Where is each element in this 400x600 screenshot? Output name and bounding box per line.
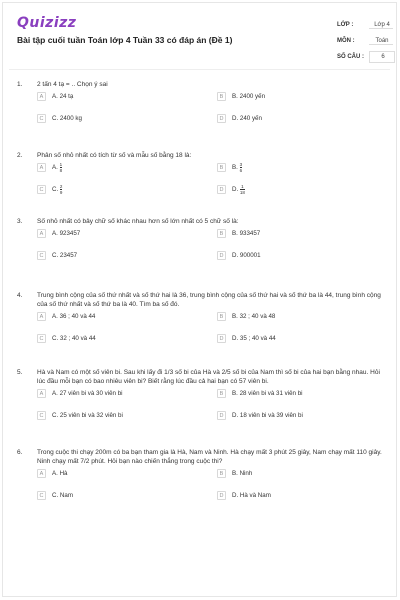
- answer-option-b[interactable]: [217, 228, 387, 239]
- option-letter-badge: A: [37, 229, 46, 238]
- answer-option-d[interactable]: [217, 333, 387, 344]
- option-letter-badge: A: [37, 163, 46, 172]
- option-prefix: B.: [232, 93, 240, 100]
- answer-option-b[interactable]: [217, 91, 387, 102]
- worksheet-page: [2, 2, 397, 597]
- answer-option-a[interactable]: [37, 162, 207, 173]
- option-prefix: C.: [52, 252, 60, 259]
- fraction-denominator: 6: [239, 168, 243, 173]
- option-letter-badge: C: [37, 411, 46, 420]
- option-letter-badge: C: [37, 185, 46, 194]
- question-text: Trong cuộc thi chạy 200m có ba bạn tham gia là Hà, Nam và Ninh. Hà chạy mất 3 phút 25 giây, Nam chạy mất 110 giây. Ninh chạy mất 7/2 phút. Hỏi bạn nào chiến thắng trong cuộc thi?: [37, 449, 382, 465]
- option-letter-badge: B: [217, 229, 226, 238]
- option-prefix: C.: [52, 335, 60, 342]
- answer-option-a[interactable]: [37, 91, 207, 102]
- meta-label: LỚP :: [337, 22, 354, 28]
- option-letter-badge: A: [37, 312, 46, 321]
- option-prefix: D.: [232, 252, 240, 259]
- fraction-denominator: 8: [59, 168, 63, 173]
- fraction-numerator: 2: [59, 184, 63, 189]
- question-number: 4.: [17, 292, 23, 299]
- option-letter-badge: C: [37, 334, 46, 343]
- option-prefix: B.: [232, 230, 240, 237]
- option-text: 933457: [239, 230, 261, 237]
- option-prefix: A.: [52, 390, 60, 397]
- option-text: 28 viên bi và 31 viên bi: [239, 390, 303, 397]
- option-prefix: A.: [52, 230, 60, 237]
- option-text: Hà: [59, 470, 68, 477]
- option-prefix: B.: [232, 313, 240, 320]
- question-4: [17, 291, 387, 342]
- question-header: [17, 217, 387, 226]
- option-prefix: B.: [232, 164, 240, 171]
- option-letter-badge: C: [37, 491, 46, 500]
- option-text: 25 viên bi và 32 viên bi: [59, 412, 123, 419]
- option-text: 18 viên bi và 39 viên bi: [239, 412, 303, 419]
- meta-box: [337, 17, 395, 65]
- fraction-denominator: 9: [59, 190, 63, 195]
- option-prefix: A.: [52, 313, 60, 320]
- option-fraction: [60, 184, 63, 195]
- option-fraction: [60, 162, 63, 173]
- answer-option-d[interactable]: [217, 250, 387, 261]
- option-letter-badge: D: [217, 185, 226, 194]
- option-prefix: C.: [52, 186, 60, 193]
- question-text: Hà và Nam có một số viên bi. Sau khi lấy đi 1/3 số bi của Hà và 2/5 số bi của Nam thì số bi của hai bạn bằng nhau. Hỏi lúc đầu mỗi bạn có bao nhiêu viên bi? Biết rằng lúc đầu cả hai bạn có 57 viên bi.: [37, 369, 380, 385]
- option-letter-badge: A: [37, 469, 46, 478]
- option-prefix: D.: [232, 412, 240, 419]
- answer-option-b[interactable]: [217, 311, 387, 322]
- question-number: 5.: [17, 369, 23, 376]
- option-letter-badge: A: [37, 389, 46, 398]
- answer-option-d[interactable]: [217, 410, 387, 421]
- option-prefix: A.: [52, 93, 60, 100]
- option-prefix: C.: [52, 412, 60, 419]
- answer-option-b[interactable]: [217, 162, 387, 173]
- option-prefix: D.: [232, 335, 240, 342]
- answer-option-b[interactable]: [217, 468, 387, 479]
- option-prefix: D.: [232, 115, 240, 122]
- option-text: 27 viên bi và 30 viên bi: [59, 390, 123, 397]
- answer-option-c[interactable]: [37, 113, 207, 124]
- fraction-numerator: 1: [59, 162, 63, 167]
- question-text: 2 tấn 4 tạ = .. Chọn ý sai: [37, 81, 108, 88]
- option-text: 23457: [59, 252, 78, 259]
- answer-option-a[interactable]: [37, 311, 207, 322]
- option-text: 2400 kg: [59, 115, 82, 122]
- option-text: 900001: [239, 252, 261, 259]
- option-text: Nam: [59, 492, 73, 499]
- option-letter-badge: C: [37, 114, 46, 123]
- fraction-numerator: 1: [241, 184, 244, 189]
- question-text: Số nhỏ nhất có bảy chữ số khác nhau hơn số lớn nhất có 5 chữ số là:: [37, 218, 239, 225]
- question-1: [17, 80, 387, 122]
- meta-value: 6: [369, 51, 395, 63]
- answer-option-d[interactable]: [217, 113, 387, 124]
- option-letter-badge: C: [37, 251, 46, 260]
- meta-label: SỐ CÂU :: [337, 54, 364, 60]
- option-prefix: B.: [232, 390, 240, 397]
- option-text: 35 ; 40 và 44: [239, 335, 276, 342]
- answer-option-c[interactable]: [37, 184, 207, 195]
- question-number: 6.: [17, 449, 23, 456]
- meta-value: Toán: [369, 38, 393, 45]
- question-number: 2.: [17, 152, 23, 159]
- question-text: Phân số nhỏ nhất có tích từ số và mẫu số bằng 18 là:: [37, 152, 192, 159]
- fraction-denominator: 18: [239, 190, 245, 195]
- question-3: [17, 217, 387, 259]
- answer-option-a[interactable]: [37, 388, 207, 399]
- answer-option-a[interactable]: [37, 468, 207, 479]
- option-fraction: [240, 184, 245, 195]
- question-6: [17, 448, 387, 499]
- question-header: [17, 291, 387, 309]
- question-2: [17, 151, 387, 195]
- option-text: 240 yến: [239, 115, 262, 122]
- option-prefix: C.: [52, 115, 60, 122]
- question-header: [17, 151, 387, 160]
- option-prefix: D.: [232, 492, 240, 499]
- answer-option-c[interactable]: [37, 250, 207, 261]
- page-title: Bài tập cuối tuần Toán lớp 4 Tuần 33 có đáp án (Đề 1): [17, 35, 233, 45]
- option-letter-badge: B: [217, 312, 226, 321]
- option-prefix: A.: [52, 470, 60, 477]
- answer-option-d[interactable]: [217, 184, 387, 195]
- question-text: Trung bình cộng của số thứ nhất và số thứ hai là 36, trung bình cộng của số thứ hai và số thứ ba là 44, trung bình cộng của số thứ nhất và số thứ ba là 40. Tìm ba số đó.: [37, 292, 381, 308]
- answer-option-c[interactable]: [37, 410, 207, 421]
- option-letter-badge: D: [217, 334, 226, 343]
- question-header: [17, 80, 387, 89]
- option-text: 24 tạ: [59, 93, 74, 100]
- option-prefix: A.: [52, 164, 60, 171]
- quizizz-logo: Quizizz: [17, 15, 77, 31]
- option-letter-badge: B: [217, 389, 226, 398]
- option-letter-badge: D: [217, 411, 226, 420]
- header-divider: [9, 69, 390, 70]
- meta-label: MÔN :: [337, 38, 355, 44]
- question-number: 1.: [17, 81, 23, 88]
- option-prefix: C.: [52, 492, 60, 499]
- answer-option-c[interactable]: [37, 490, 207, 501]
- meta-row-count: [337, 49, 395, 65]
- fraction-numerator: 3: [239, 162, 243, 167]
- option-letter-badge: B: [217, 469, 226, 478]
- answer-option-c[interactable]: [37, 333, 207, 344]
- option-prefix: D.: [232, 186, 240, 193]
- option-letter-badge: D: [217, 491, 226, 500]
- option-letter-badge: D: [217, 114, 226, 123]
- option-letter-badge: A: [37, 92, 46, 101]
- option-letter-badge: B: [217, 163, 226, 172]
- meta-row-subject: [337, 33, 395, 49]
- meta-value: Lớp 4: [369, 22, 393, 29]
- option-text: Ninh: [239, 470, 253, 477]
- option-text: 32 ; 40 và 48: [239, 313, 276, 320]
- option-letter-badge: B: [217, 92, 226, 101]
- question-header: [17, 448, 387, 466]
- option-text: 32 ; 40 và 44: [59, 335, 96, 342]
- answer-option-a[interactable]: [37, 228, 207, 239]
- option-prefix: B.: [232, 470, 240, 477]
- option-fraction: [240, 162, 243, 173]
- question-header: [17, 368, 387, 386]
- option-letter-badge: D: [217, 251, 226, 260]
- answer-option-d[interactable]: [217, 490, 387, 501]
- option-text: 36 ; 40 và 44: [59, 313, 96, 320]
- option-text: Hà và Nam: [239, 492, 271, 499]
- answer-option-b[interactable]: [217, 388, 387, 399]
- option-text: 2400 yến: [239, 93, 266, 100]
- question-number: 3.: [17, 218, 23, 225]
- question-5: [17, 368, 387, 419]
- meta-row-class: [337, 17, 395, 33]
- option-text: 923457: [59, 230, 81, 237]
